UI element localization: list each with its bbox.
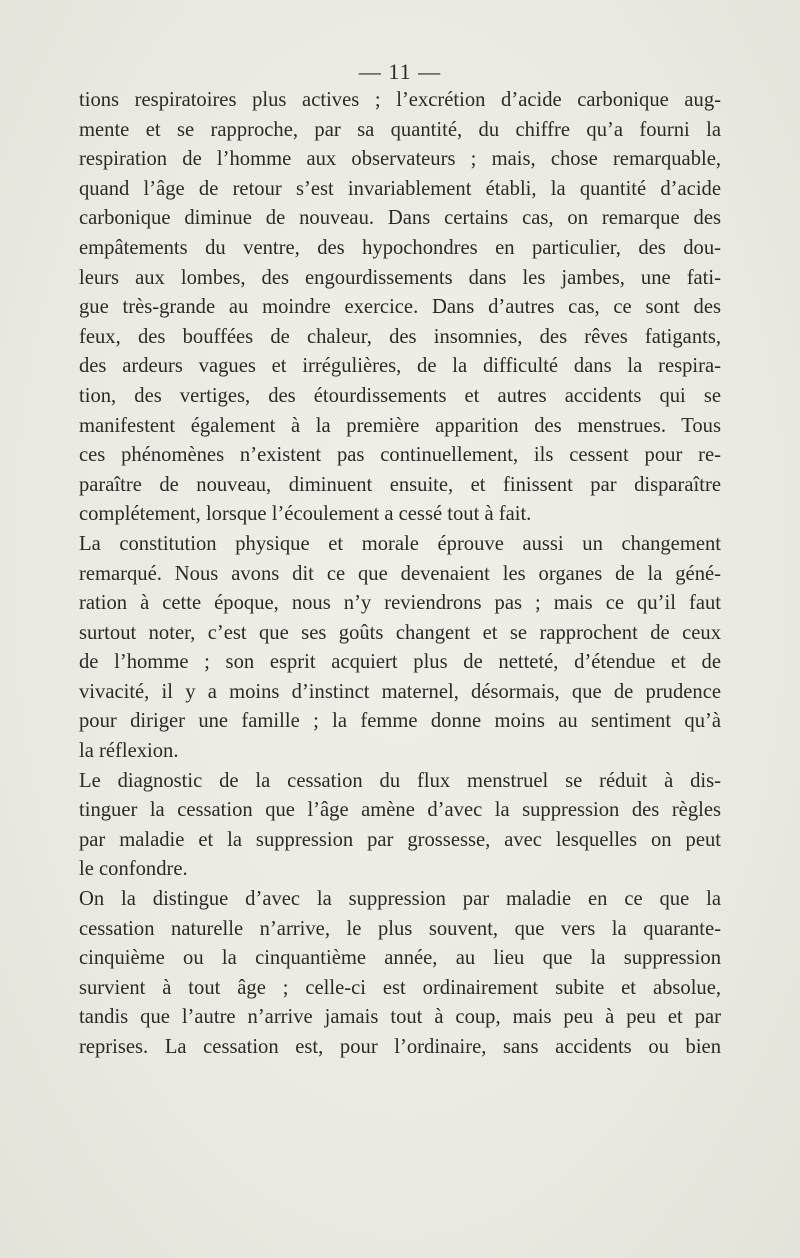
text-line: pour diriger une famille ; la femme donne moins au sentiment qu’à	[79, 710, 721, 733]
text-line: Le diagnostic de la cessation du flux menstruel se réduit à dis-	[79, 769, 721, 792]
text-line: ces phénomènes n’existent pas continuellement, ils cessent pour re-	[79, 444, 721, 467]
text-line: cinquième ou la cinquantième année, au lieu que la suppression	[79, 947, 721, 970]
text-line: respiration de l’homme aux observateurs ; mais, chose remarquable,	[79, 148, 721, 171]
text-line: quand l’âge de retour s’est invariablement établi, la quantité d’acide	[79, 177, 721, 200]
text-line: surtout noter, c’est que ses goûts changent et se rapprochent de ceux	[79, 621, 721, 644]
text-line: paraître de nouveau, diminuent ensuite, et finissent par disparaître	[79, 473, 721, 496]
text-line: reprises. La cessation est, pour l’ordinaire, sans accidents ou bien	[79, 1036, 721, 1058]
text-line: leurs aux lombes, des engourdissements dans les jambes, une fati-	[79, 266, 721, 289]
text-line: feux, des bouffées de chaleur, des insomnies, des rêves fatigants,	[79, 325, 721, 348]
text-line: empâtements du ventre, des hypochondres en particulier, des dou-	[79, 236, 721, 259]
text-line: tion, des vertiges, des étourdissements et autres accidents qui se	[79, 384, 721, 407]
text-line: gue très-grande au moindre exercice. Dans d’autres cas, ce sont des	[79, 296, 721, 319]
text-line: tions respiratoires plus actives ; l’excrétion d’acide carbonique aug-	[79, 89, 721, 111]
text-line: carbonique diminue de nouveau. Dans certains cas, on remarque des	[79, 207, 721, 230]
text-line: manifestent également à la première apparition des menstrues. Tous	[79, 414, 721, 437]
text-line: la réflexion.	[79, 740, 179, 763]
text-line: tandis que l’autre n’arrive jamais tout à coup, mais peu à peu et par	[79, 1006, 721, 1029]
text-line: complétement, lorsque l’écoulement a cessé tout à fait.	[79, 503, 532, 526]
text-line: de l’homme ; son esprit acquiert plus de netteté, d’étendue et de	[79, 651, 721, 674]
text-line: remarqué. Nous avons dit ce que devenaient les organes de la géné-	[79, 562, 721, 585]
text-line: On la distingue d’avec la suppression par maladie en ce que la	[79, 888, 721, 911]
text-line: des ardeurs vagues et irrégulières, de la difficulté dans la respira-	[79, 355, 721, 378]
text-line: ration à cette époque, nous n’y reviendrons pas ; mais ce qu’il faut	[79, 592, 721, 615]
text-line: par maladie et la suppression par grossesse, avec lesquelles on peut	[79, 828, 721, 851]
text-line: survient à tout âge ; celle-ci est ordinairement subite et absolue,	[79, 976, 721, 999]
text-line: La constitution physique et morale éprouve aussi un changement	[79, 532, 721, 555]
text-line: mente et se rapproche, par sa quantité, du chiffre qu’a fourni la	[79, 118, 721, 141]
text-line: tinguer la cessation que l’âge amène d’avec la suppression des règles	[79, 799, 721, 822]
body-text	[79, 86, 721, 1063]
text-line: cessation naturelle n’arrive, le plus souvent, que vers la quarante-	[79, 917, 721, 940]
text-line: vivacité, il y a moins d’instinct maternel, désormais, que de prudence	[79, 680, 721, 703]
page-number: — 11 —	[358, 59, 442, 84]
text-line: le confondre.	[79, 858, 188, 881]
